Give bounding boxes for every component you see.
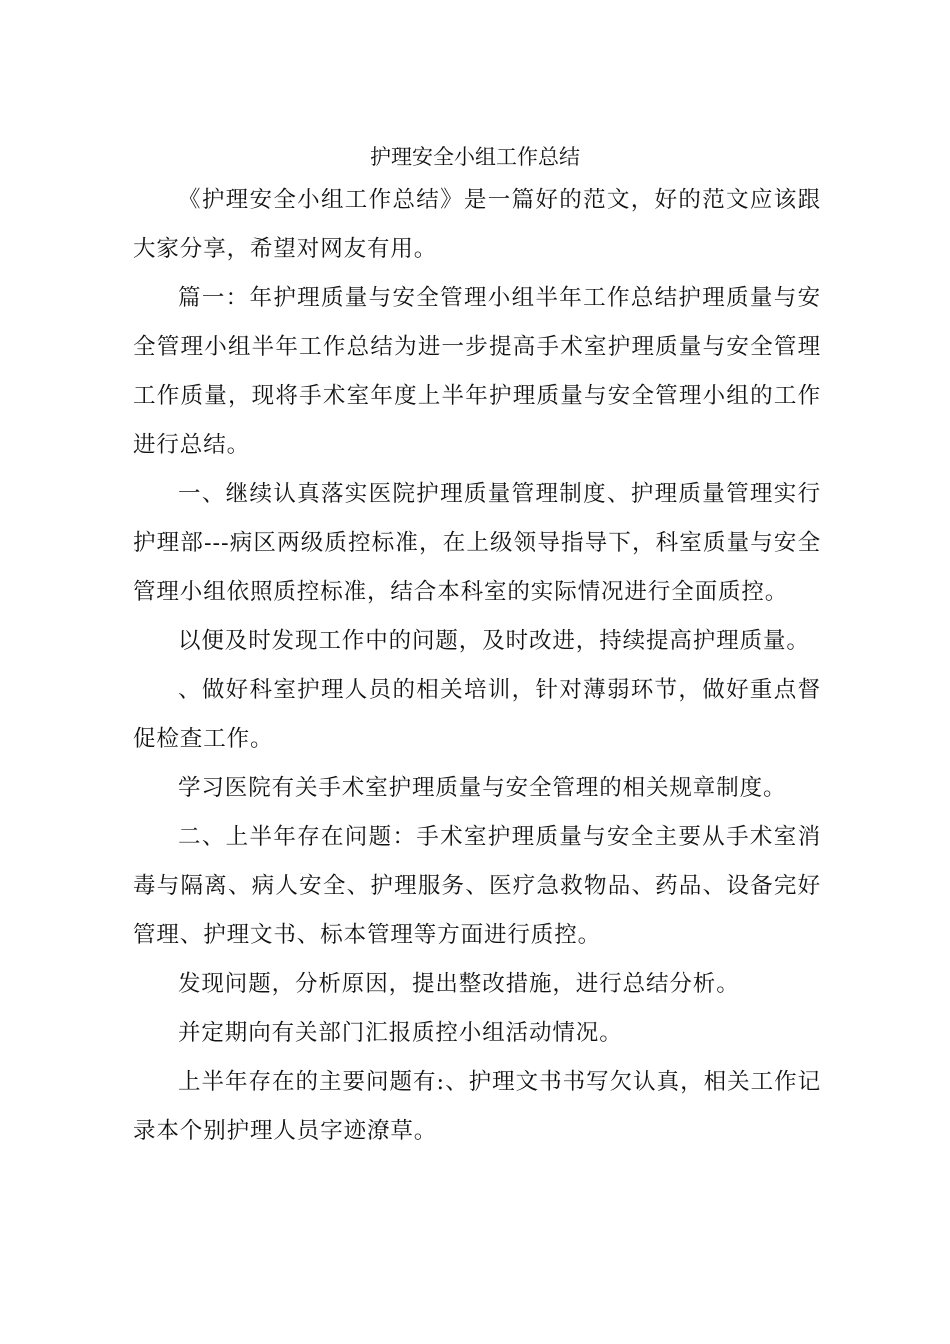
paragraph-analysis: 发现问题，分析原因，提出整改措施，进行总结分析。	[178, 971, 740, 997]
paragraph-study-rules: 学习医院有关手术室护理质量与安全管理的相关规章制度。	[178, 775, 787, 801]
document-title: 护理安全小组工作总结	[370, 145, 580, 169]
paragraph-intro: 《护理安全小组工作总结》是一篇好的范文，好的范文应该跟大家分享，希望对网友有用。	[133, 187, 821, 262]
paragraph-section-two: 二、上半年存在问题：手术室护理质量与安全主要从手术室消毒与隔离、病人安全、护理服务、医疗急救物品、药品、设备完好管理、护理文书、标本管理等方面进行质控。	[133, 824, 821, 948]
paragraph-timely-improvement: 以便及时发现工作中的问题，及时改进，持续提高护理质量。	[178, 628, 810, 654]
paragraph-training: 、做好科室护理人员的相关培训，针对薄弱环节，做好重点督促检查工作。	[133, 677, 821, 752]
paragraph-main-problems: 上半年存在的主要问题有:、护理文书书写欠认真，相关工作记录本个别护理人员字迹潦草。	[133, 1069, 821, 1144]
document-body	[133, 176, 821, 1156]
paragraph-reporting: 并定期向有关部门汇报质控小组活动情况。	[178, 1020, 623, 1046]
paragraph-section-one: 一、继续认真落实医院护理质量管理制度、护理质量管理实行护理部---病区两级质控标准，在上级领导指导下，科室质量与安全管理小组依照质控标准，结合本科室的实际情况进行全面质控。	[133, 481, 821, 605]
paragraph-part-one: 篇一：年护理质量与安全管理小组半年工作总结护理质量与安全管理小组半年工作总结为进一步提高手术室护理质量与安全管理工作质量，现将手术室年度上半年护理质量与安全管理小组的工作进行总结。	[133, 285, 821, 458]
